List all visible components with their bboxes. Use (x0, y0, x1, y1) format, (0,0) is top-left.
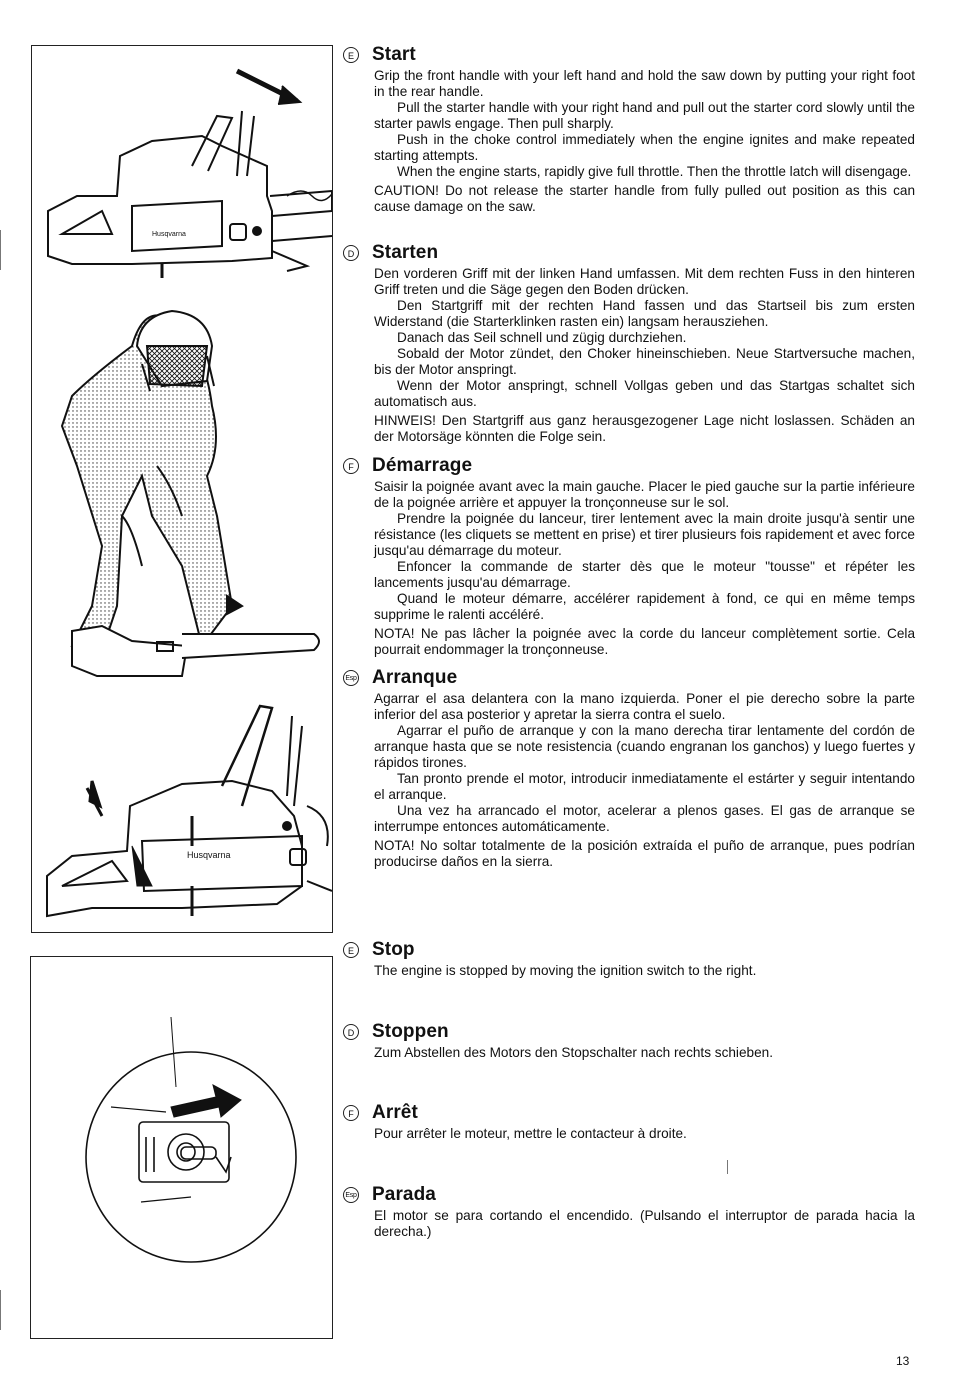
section-stoppen (343, 1019, 915, 1061)
scan-speck (727, 1160, 728, 1174)
paragraph: Agarrar el puño de arranque y con la mano derecha tirar lentamente del cordón de arranque hasta que se note resistencia (cuando engranan los ganchos) y luego fuertes y rápidos tirones. (374, 723, 915, 770)
section-body (374, 1208, 915, 1240)
paragraph: Danach das Seil schnell und zügig durchziehen. (397, 330, 687, 345)
chainsaw-on-ground-drawing (72, 626, 319, 676)
page-number: 13 (896, 1354, 910, 1368)
paragraph: Saisir la poignée avant avec la main gauche. Placer le pied gauche sur la partie inférieure de la poignée arrière et appuyer la tronçonneuse sur le sol. (374, 479, 915, 510)
caution-paragraph: NOTA! Ne pas lâcher la poignée avec la corde du lanceur complètement sortie. Cela pourrait endommager la tronçonneuse. (374, 626, 915, 657)
chainsaw-brand-top: Husqvarna (152, 231, 186, 238)
section-arret (343, 1100, 915, 1142)
language-badge-en: E (343, 942, 359, 958)
arrow-choke-icon (87, 781, 102, 816)
section-start (343, 42, 915, 215)
language-badge-de: D (343, 1024, 359, 1040)
paragraph: Pull the starter handle with your right hand and pull out the starter cord slowly until the starter pawls engage. Then pull sharply. (374, 100, 915, 131)
section-title: Stop (372, 939, 415, 960)
paragraph: When the engine starts, rapidly give full throttle. Then the throttle latch will disengage. (397, 164, 912, 179)
section-parada (343, 1182, 915, 1240)
section-title: Start (372, 44, 416, 65)
caution-paragraph: CAUTION! Do not release the starter handle from fully pulled out position as this can cause damage on the saw. (374, 183, 915, 214)
stop-switch-illustration-frame (30, 956, 333, 1339)
caution-paragraph: NOTA! No soltar totalmente de la posición extraída el puño de arranque, pues podrían producirse daños en la sierra. (374, 838, 915, 869)
arrow-right-icon (171, 1085, 241, 1117)
paragraph: Grip the front handle with your left hand and hold the saw down by putting your right foot in the rear handle. (374, 68, 915, 99)
section-arranque (343, 665, 915, 870)
section-body (374, 68, 915, 215)
stop-switch-illustration (31, 957, 332, 1338)
section-starten (343, 240, 915, 445)
paragraph: Prendre la poignée du lanceur, tirer lentement avec la main droite jusqu'à sentir une résistance (les cliquets se mettent en prise) et tirer plusieurs fois rapidement et avec force jusqu'au démarrage du moteur. (374, 511, 915, 558)
language-badge-es: Esp (343, 670, 359, 686)
chainsaw-bottom-drawing (47, 706, 332, 916)
language-badge-es: Esp (343, 1187, 359, 1203)
section-body (374, 479, 915, 658)
section-title: Parada (372, 1184, 436, 1205)
paragraph: Den Startgriff mit der rechten Hand fassen und das Startseil bis zum ersten Widerstand (die Starterklinken rasten ein) langsam herausziehen. (374, 298, 915, 329)
section-body (374, 266, 915, 445)
paragraph: Agarrar el asa delantera con la mano izquierda. Poner el pie derecho sobre la parte inferior del asa posterior y apretar la sierra contra el suelo. (374, 691, 915, 722)
paragraph: Enfoncer la commande de starter dès que le moteur "tousse" et répéter les lancements jusqu'au démarrage. (374, 559, 915, 590)
starting-illustration-frame (31, 45, 333, 933)
starting-illustration (32, 46, 332, 932)
paragraph: Quand le moteur démarre, accélérer rapidement à fond, ce qui en même temps supprime le ralenti accéléré. (374, 591, 915, 622)
paragraph: Pour arrêter le moteur, mettre le contacteur à droite. (374, 1126, 687, 1141)
caution-paragraph: HINWEIS! Den Startgriff aus ganz herausgezogener Lage nicht loslassen. Schäden an der Motorsäge könnten die Folge sein. (374, 413, 915, 444)
language-badge-fr: F (343, 1105, 359, 1121)
paragraph: El motor se para cortando el encendido. (Pulsando el interruptor de parada hacia la derecha.) (374, 1208, 915, 1239)
section-demarrage (343, 453, 915, 658)
section-title: Démarrage (372, 455, 473, 476)
scan-edge-mark (0, 230, 1, 270)
language-badge-en: E (343, 47, 359, 63)
paragraph: Una vez ha arrancado el motor, acelerar a plenos gases. El gas de arranque se interrumpe entonces automáticamente. (374, 803, 915, 834)
paragraph: Den vorderen Griff mit der linken Hand umfassen. Mit dem rechten Fuss in den hinteren Griff treten und die Säge gegen den Boden drücken. (374, 266, 915, 297)
scan-edge-mark (0, 1290, 1, 1330)
paragraph: Wenn der Motor anspringt, schnell Vollgas geben und das Startgas schaltet sich automatisch aus. (374, 378, 915, 409)
section-title: Starten (372, 242, 439, 263)
chainsaw-top-drawing (48, 71, 332, 278)
paragraph: Tan pronto prende el motor, introducir inmediatamente el estárter y seguir intentando el arranque. (374, 771, 915, 802)
paragraph: Zum Abstellen des Motors den Stopschalter nach rechts schieben. (374, 1045, 773, 1060)
paragraph: Push in the choke control immediately when the engine ignites and make repeated starting attempts. (374, 132, 915, 163)
paragraph: Sobald der Motor zündet, den Choker hineinschieben. Neue Startversuche machen, bis der Motor anspringt. (374, 346, 915, 377)
paragraph: The engine is stopped by moving the ignition switch to the right. (374, 963, 757, 978)
language-badge-de: D (343, 245, 359, 261)
language-badge-fr: F (343, 458, 359, 474)
section-title: Arranque (372, 667, 458, 688)
operator-drawing (62, 311, 242, 651)
section-stop (343, 937, 915, 979)
chainsaw-brand-bottom: Husqvarna (187, 850, 231, 860)
section-body (374, 963, 915, 979)
section-body (374, 691, 915, 870)
section-body (374, 1126, 915, 1142)
section-body (374, 1045, 915, 1061)
section-title: Arrêt (372, 1102, 418, 1123)
section-title: Stoppen (372, 1021, 449, 1042)
